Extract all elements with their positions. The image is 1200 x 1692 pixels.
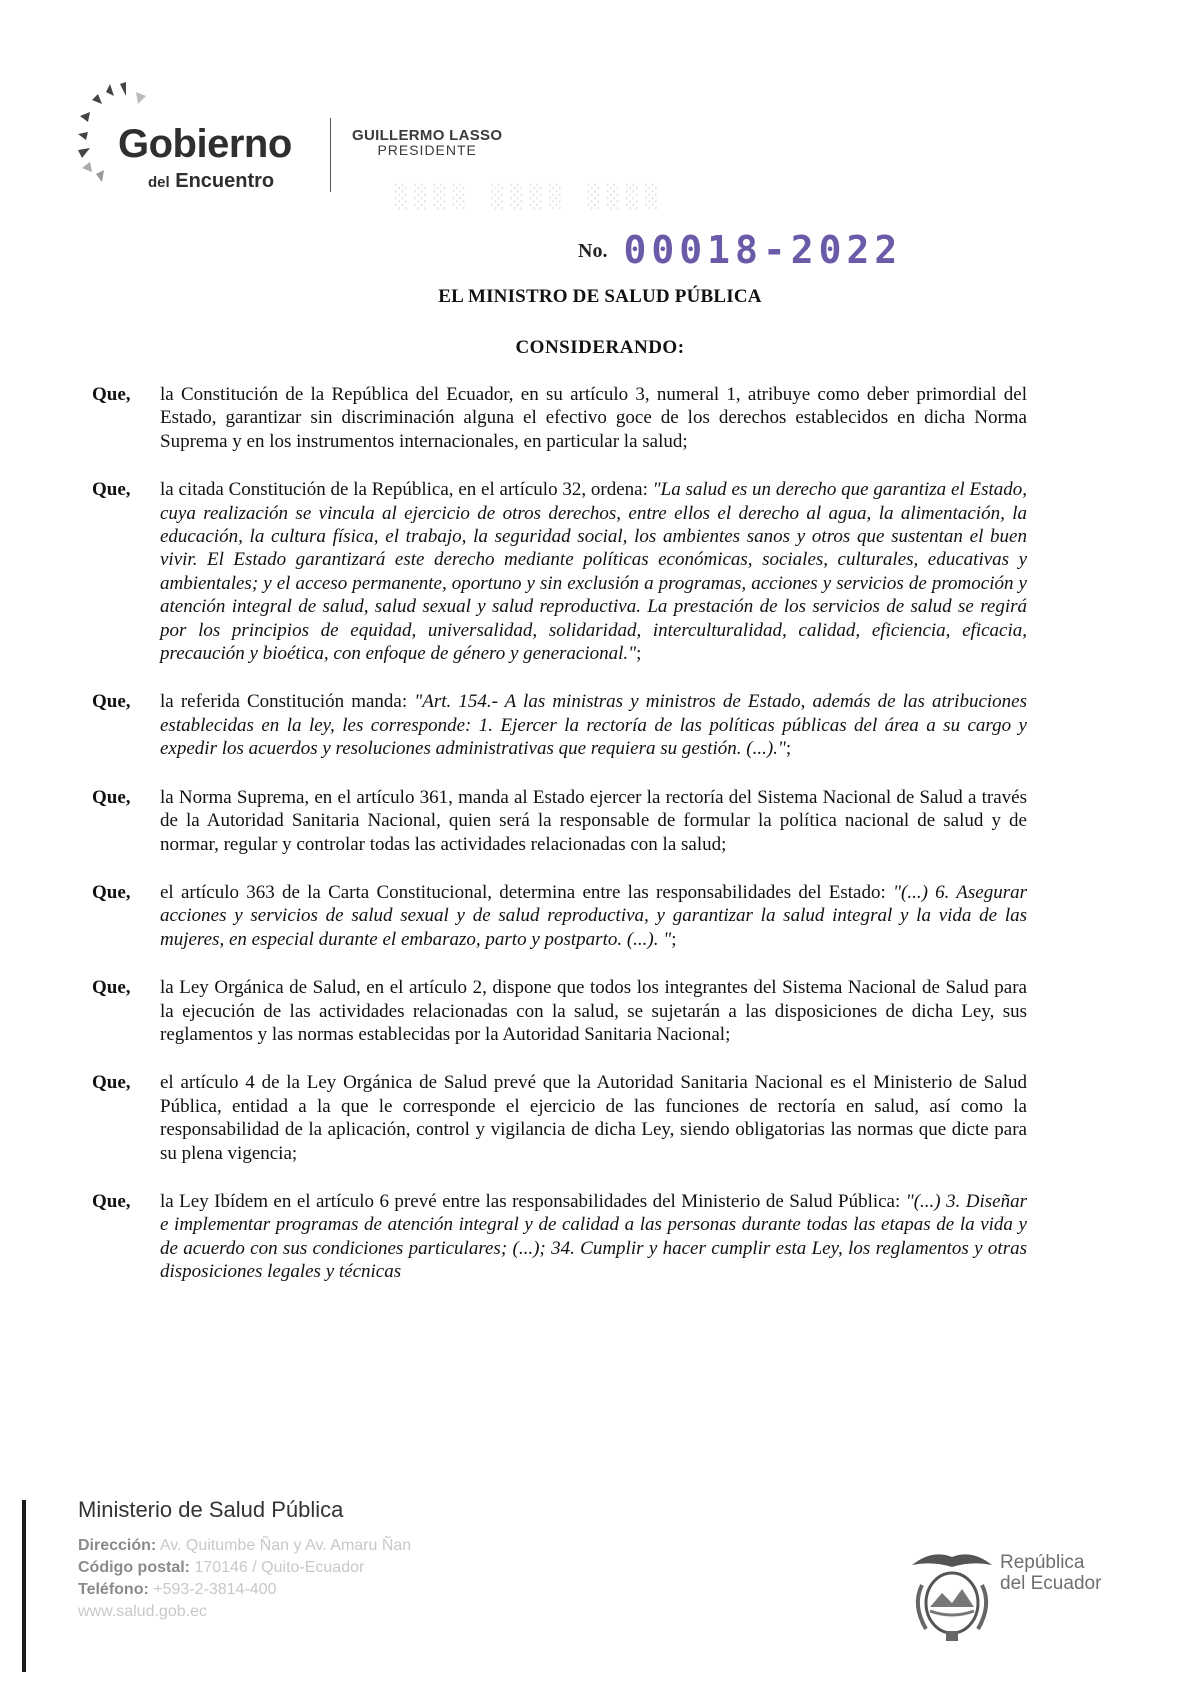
document-number-value: 00018-2022 [623,228,903,272]
clause-text-part: la citada Constitución de la República, en el artículo 32, ordena: [160,479,653,501]
clause [92,1190,1027,1284]
clause-text [160,976,1027,1046]
gobierno-logo [78,82,318,202]
clause-text-part: la Ley Ibídem en el artículo 6 prevé entre las responsabilidades del Ministerio de Salud Pública: [160,1190,906,1212]
faint-stamp-mark: ░░░░ ░░░░ ░░░░ [395,185,665,210]
footer-address: Dirección: Av. Quitumbe Ñan y Av. Amaru Ñan [78,1537,412,1554]
clause-label: Que, [92,384,131,405]
clause-label: Que, [92,977,131,999]
president-block [352,127,502,158]
clause-text [160,383,1027,453]
clause [92,478,1027,665]
footer-website: www.salud.gob.ec [78,1603,207,1620]
clause [92,383,1027,453]
clause-quote: "(...) 3. Diseñar e implementar programas de atención integral y de calidad a las personas durante todas las etapas de la vida y de acuerdo con sus condiciones particulares; (...); 34. Cumplir y hacer cumplir esta Ley, los reglamentos y otras disposiciones legales y técnicas [160,1190,1027,1283]
considerando-clauses [92,383,1027,1309]
coat-of-arms-icon [902,1545,1002,1645]
clause-text-part: la Ley Orgánica de Salud, en el artículo 2, dispone que todos los integrantes del Sistema Nacional de Salud para la ejecución de las actividades relacionadas con la salud, se sujetarán a las disposiciones de dicha Ley, sus reglamentos y las normas establecidas por la Autoridad Sanitaria Nacional; [160,977,1027,1045]
footer-phone: Teléfono: +593-2-3814-400 [78,1581,277,1598]
clause-text-part: la Norma Suprema, en el artículo 361, manda al Estado ejercer la rectoría del Sistema Nacional de Salud a través de la Autoridad Sanitaria Nacional, quien será la responsable de formular la política nacional de salud y de normar, regular y controlar todas las actividades relacionadas con la salud; [160,786,1027,855]
logo-wordmark: Gobierno [118,122,292,166]
logo-subtitle: del Encuentro [148,170,275,192]
header-divider [330,118,331,192]
clause [92,786,1027,856]
clause-label: Que, [92,881,131,903]
clause-label: Que, [92,1072,131,1094]
footer-postal: Código postal: 170146 / Quito-Ecuador [78,1559,365,1576]
clause-quote: "(...) 6. Asegurar acciones y servicios de salud sexual y de salud reproductiva, y garantizar la salud integral y la vida de las mujeres, en especial durante el embarazo, parto y postparto. (...). " [160,881,1027,950]
republic-wordmark: República del Ecuador [1000,1552,1102,1594]
clause-text [160,690,1027,760]
clause-text-part: el artículo 363 de la Carta Constitucional, determina entre las responsabilidades del Estado: [160,881,894,903]
clause-label: Que, [92,786,131,808]
clause-text-part: la referida Constitución manda: [160,691,415,713]
clause [92,881,1027,951]
clause-text-part: la Constitución de la República del Ecuador, en su artículo 3, numeral 1, atribuye como deber primordial del Estado, garantizar sin discriminación alguna el efectivo goce de los derechos establecidos en dicha Norma Suprema y en los instrumentos internacionales, en particular la salud; [160,384,1027,452]
clause [92,690,1027,760]
clause-text-part: ; [785,738,792,760]
clause-text [160,881,1027,951]
clause-label: Que, [92,479,131,501]
clause-text-part: ; [671,928,677,950]
clause-text [160,478,1027,665]
clause [92,976,1027,1046]
clause-text-part: ; [636,643,642,665]
ministry-title: EL MINISTRO DE SALUD PÚBLICA [438,286,762,307]
clause-quote: "La salud es un derecho que garantiza el Estado, cuya realización se vincula al ejercicio de otros derechos, entre ellos el derecho al agua, la alimentación, la educación, la cultura física, el trabajo, la seguridad social, los ambientes sanos y otros que sustentan el buen vivir. El Estado garantizará este derecho mediante políticas económicas, sociales, culturales, educativas y ambientales; y el acceso permanente, oportuno y sin exclusión a programas, acciones y servicios de promoción y atención integral de salud, salud sexual y salud reproductiva. La prestación de los servicios de salud se regirá por los principios de equidad, universalidad, solidaridad, interculturalidad, calidad, eficiencia, eficacia, precaución y bioética, con enfoque de género y generacional." [160,479,1027,665]
president-title: PRESIDENTE [377,142,477,158]
footer-ministry: Ministerio de Salud Pública [78,1497,344,1522]
clause-text-part: el artículo 4 de la Ley Orgánica de Salud prevé que la Autoridad Sanitaria Nacional es el Ministerio de Salud Pública, entidad a la que le corresponde el ejercicio de las funciones de rectoría en salud, así como la responsabilidad de la aplicación, control y vigilancia de dicha Ley, siendo obligatorias las normas que dicte para su plena vigencia; [160,1072,1027,1164]
document-number [578,228,902,272]
document-number-label: No. [578,240,608,262]
clause [92,1071,1027,1165]
clause-text [160,786,1027,856]
section-title: CONSIDERANDO: [515,337,685,358]
footer [78,1497,411,1623]
clause-label: Que, [92,691,131,713]
president-name: GUILLERMO LASSO [352,127,503,144]
margin-line [22,1500,26,1672]
clause-label: Que, [92,1190,131,1212]
clause-text [160,1071,1027,1165]
clause-text [160,1190,1027,1284]
clause-quote: "Art. 154.- A las ministras y ministros de Estado, además de las atribuciones establecidas en la ley, les corresponde: 1. Ejercer la rectoría de las políticas públicas del área a su cargo y expedir los acuerdos y resoluciones administrativas que requiera su gestión. (...)." [160,691,1027,760]
